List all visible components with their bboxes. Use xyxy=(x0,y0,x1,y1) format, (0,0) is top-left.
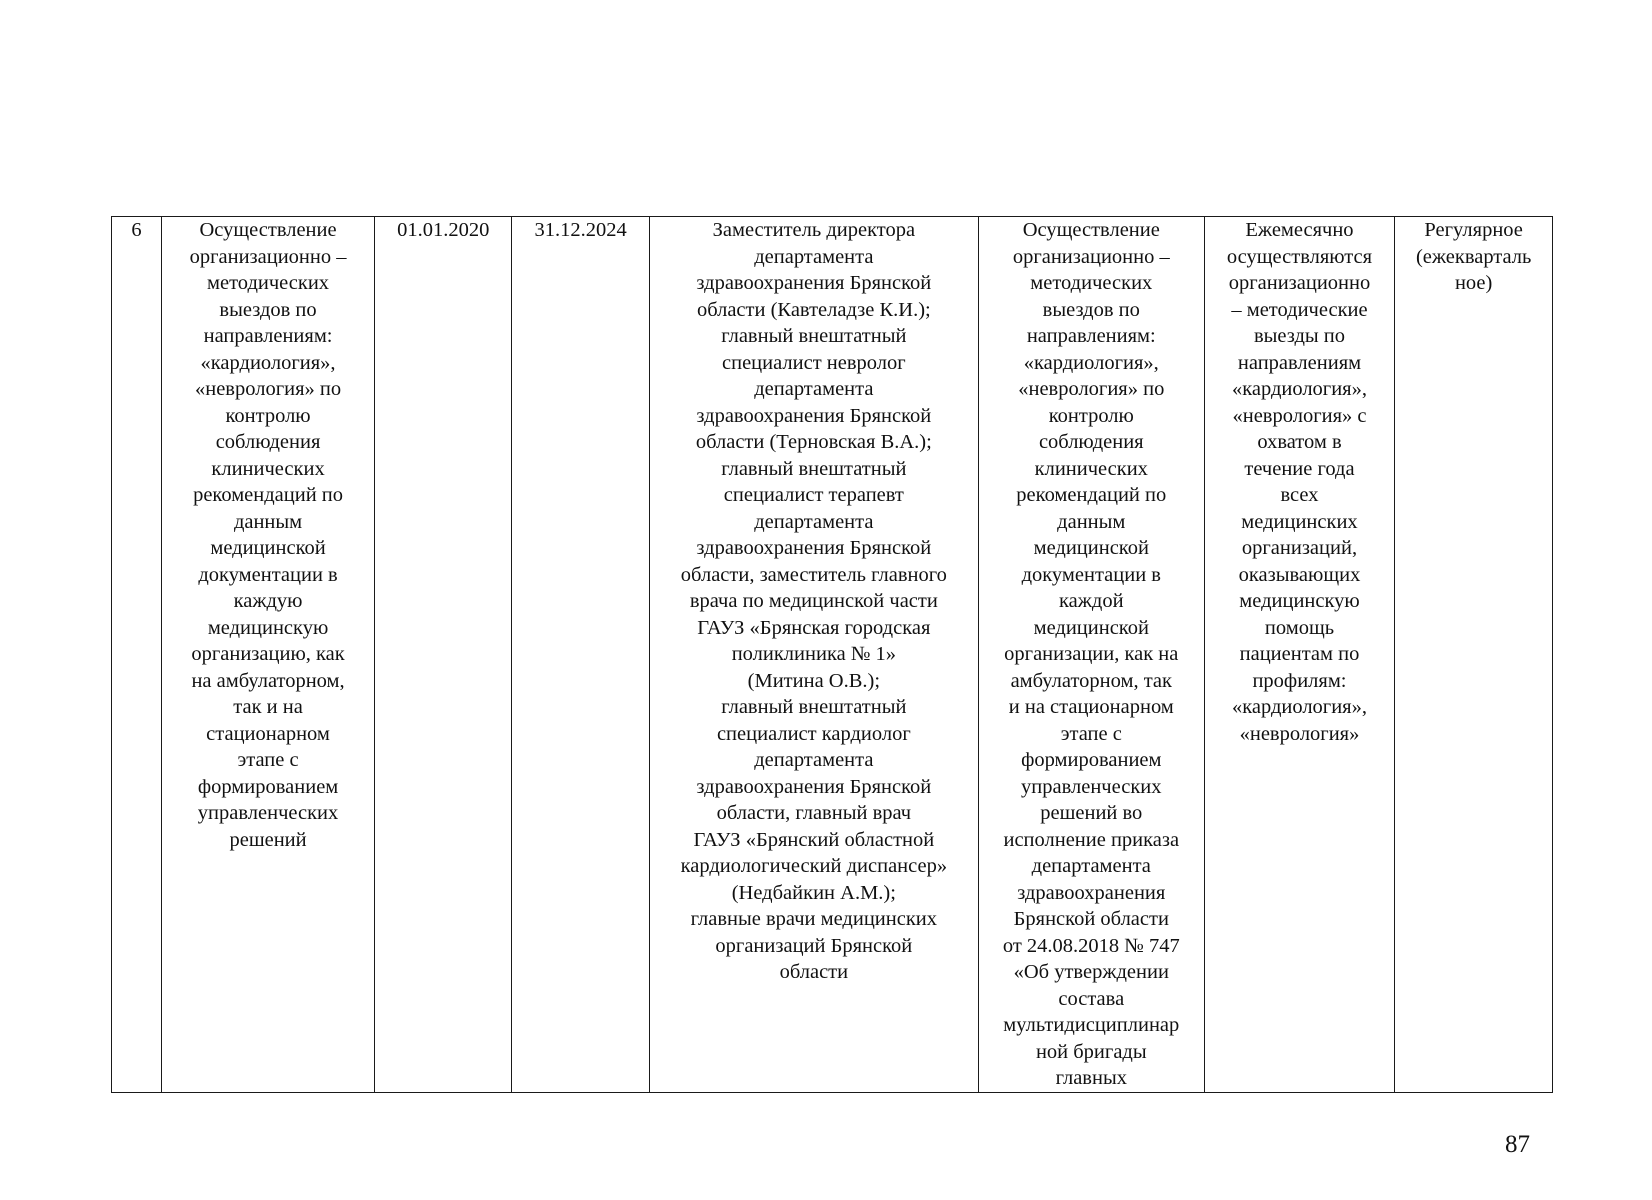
activity-text: Осуществление организационно – методических выездов по направлениям: «кардиология», «неврология» по контролю соблюдения клинических рекомендаций по данным медицинской документации в каждую медицинскую организацию, как на амбулаторном, так и на стационарном этапе с формированием управленческих решений xyxy=(189,219,347,851)
row-number: 6 xyxy=(131,219,142,241)
responsible-cell xyxy=(649,217,978,1093)
responsible-text: Заместитель директора департамента здравоохранения Брянской области (Кавтеладзе К.И.); главный внештатный специалист невролог департамента здравоохранения Брянской области (Терновская В.А.); главный внештатный специалист терапевт департамента здравоохранения Брянской области, заместитель главного врача по медицинской части ГАУЗ «Брянская городская поликлиника № 1» (Митина О.В.); главный внештатный специалист кардиолог департамента здравоохранения Брянской области, главный врач ГАУЗ «Брянский областной кардиологический диспансер» (Недбайкин А.М.); главные врачи медицинских организаций Брянской области xyxy=(680,219,948,983)
table-row xyxy=(112,217,1553,1093)
page-number: 87 xyxy=(1505,1131,1530,1158)
start-date-cell xyxy=(375,217,512,1093)
activity-cell xyxy=(162,217,375,1093)
end-date: 31.12.2024 xyxy=(534,219,627,241)
plan-table xyxy=(111,216,1553,1093)
control-type-text: Регулярное (ежекварталь ное) xyxy=(1415,219,1532,294)
row-number-cell xyxy=(112,217,162,1093)
indicator-text: Ежемесячно осуществляются организационно – методические выезды по направлениям «кардиология», «неврология» с охватом в течение года всех медицинских организаций, оказывающих медицинскую помощь пациентам по профилям: «кардиология», «неврология» xyxy=(1226,219,1373,745)
result-text: Осуществление организационно – методических выездов по направлениям: «кардиология», «неврология» по контролю соблюдения клинических рекомендаций по данным медицинской документации в каждой медицинской организации, как на амбулаторном, так и на стационарном этапе с формированием управленческих решений во исполнение приказа департамента здравоохранения Брянской области от 24.08.2018 № 747 «Об утверждении состава мультидисциплинар ной бригады главных xyxy=(1002,219,1180,1089)
control-type-cell xyxy=(1395,217,1553,1093)
start-date: 01.01.2020 xyxy=(397,219,490,241)
indicator-cell xyxy=(1204,217,1395,1093)
end-date-cell xyxy=(512,217,649,1093)
result-cell xyxy=(978,217,1204,1093)
